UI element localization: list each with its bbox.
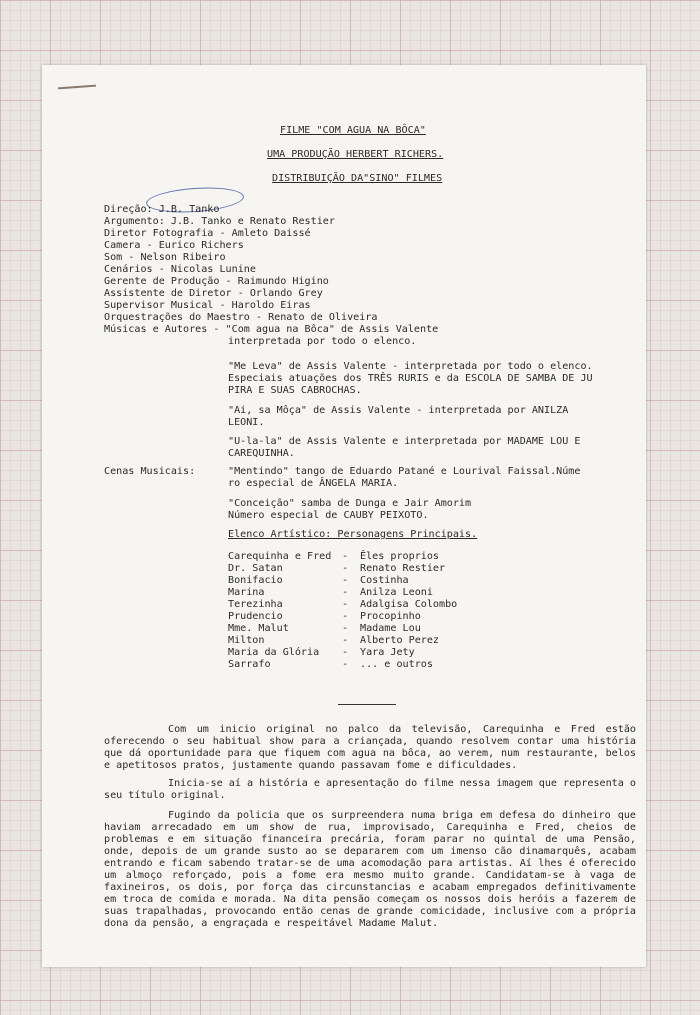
cast-actor: Costinha xyxy=(360,575,409,586)
cast-character: Sarrafo xyxy=(228,659,271,670)
cast-actor: Êles proprios xyxy=(360,551,440,562)
document-page xyxy=(42,65,646,967)
cast-heading: Elenco Artístico: Personagens Principais. xyxy=(228,529,478,540)
cast-dash: - xyxy=(342,659,349,670)
cast-actor: Yara Jety xyxy=(360,647,415,658)
synopsis-paragraph: Com um inicio original no palco da televisão, Carequinha e Fred estão oferecendo o seu habitual show para a criançada, quando resolvem contar uma história que dá oportunidade para que fiquem com agua na bôca, ao verem, num restaurante, belos e apetitosos pratos, justamente quando passavam fome e dificuldades. xyxy=(104,724,636,771)
title-line-2: UMA PRODUÇÃO HERBERT RICHERS. xyxy=(267,149,444,160)
credit-line: Argumento: J.B. Tanko e Renato Restier xyxy=(104,216,335,227)
cast-character: Dr. Satan xyxy=(228,563,283,574)
song-line: CAREQUINHA. xyxy=(228,448,295,459)
cast-character: Bonifacio xyxy=(228,575,283,586)
cast-dash: - xyxy=(342,551,349,562)
credit-line: interpretada por todo o elenco. xyxy=(228,336,417,347)
credit-line: Orquestrações do Maestro - Renato de Oliveira xyxy=(104,312,378,323)
cast-character: Maria da Glória xyxy=(228,647,320,658)
song-line: "U-la-la" de Assis Valente e interpretada por MADAME LOU E xyxy=(228,436,581,447)
cast-dash: - xyxy=(342,635,349,646)
cast-dash: - xyxy=(342,599,349,610)
musical-line: ro especial de ÂNGELA MARIA. xyxy=(228,478,399,489)
credit-line: Supervisor Musical - Haroldo Eiras xyxy=(104,300,311,311)
credit-line: Gerente de Produção - Raimundo Higino xyxy=(104,276,329,287)
credit-line: Camera - Eurico Richers xyxy=(104,240,244,251)
song-line: LEONI. xyxy=(228,417,265,428)
credit-line: Som - Nelson Ribeiro xyxy=(104,252,226,263)
cast-actor: Adalgisa Colombo xyxy=(360,599,458,610)
cast-character: Terezinha xyxy=(228,599,283,610)
title-line-3: DISTRIBUIÇÃO DA"SINO" FILMES xyxy=(272,173,443,184)
cast-dash: - xyxy=(342,623,349,634)
synopsis-paragraph: Fugindo da policia que os surpreendera numa briga em defesa do dinheiro que haviam arrecadado em um show de rua, improvisado, Carequinha e Fred, cheios de problemas e em situação financeira precária, foram parar no quintal de uma Pensão, onde, depois de um grande susto ao se depararem com um imenso cão dinamarquês, acabam entrando e ficam sabendo tratar-se de uma acomodação para artistas. Aí lhes é oferecido um almoço reforçado, pois a fome era mesmo muito grande. Candidatam-se à vaga de faxineiros, os dois, por força das circunstancias e acabam empregados definitivamente em troca de comida e morada. Na dita pensão começam os nossos dois heróis a fazerem de suas trapalhadas, provocando então cenas de grande comicidade, inclusive com a própria dona da pensão, a engraçada e respeitável Madame Malut. xyxy=(104,810,636,929)
cast-actor: Renato Restier xyxy=(360,563,446,574)
song-line: PIRA E SUAS CABROCHAS. xyxy=(228,385,362,396)
cast-character: Milton xyxy=(228,635,265,646)
cast-actor: ... e outros xyxy=(360,659,433,670)
credit-line: Assistente de Diretor - Orlando Grey xyxy=(104,288,323,299)
cast-actor: Alberto Perez xyxy=(360,635,440,646)
pencil-mark xyxy=(58,85,96,90)
synopsis-paragraph: Inicia-se aí a história e apresentação do filme nessa imagem que representa o seu título original. xyxy=(104,778,636,801)
musical-line: Número especial de CAUBY PEIXOTO. xyxy=(228,510,429,521)
song-line: "Ai, sa Môça" de Assis Valente - interpretada por ANILZA xyxy=(228,405,569,416)
credit-line: Diretor Fotografia - Amleto Daissé xyxy=(104,228,311,239)
musical-line: "Mentindo" tango de Eduardo Patané e Lourival Faissal.Núme xyxy=(228,466,581,477)
song-line: "Me Leva" de Assis Valente - interpretada por todo o elenco. xyxy=(228,361,593,372)
cast-character: Marina xyxy=(228,587,265,598)
cast-character: Carequinha e Fred xyxy=(228,551,332,562)
section-divider xyxy=(338,704,396,705)
cast-dash: - xyxy=(342,611,349,622)
cast-actor: Anilza Leoni xyxy=(360,587,433,598)
credit-line: Músicas e Autores - "Com agua na Bôca" de Assis Valente xyxy=(104,324,439,335)
title-line-1: FILME "COM AGUA NA BÔCA" xyxy=(280,125,426,136)
song-line: Especiais atuações dos TRÊS RURIS e da ESCOLA DE SAMBA DE JU xyxy=(228,373,593,384)
musical-label: Cenas Musicais: xyxy=(104,466,196,477)
cast-actor: Procopinho xyxy=(360,611,421,622)
credit-line: Cenários - Nicolas Lunine xyxy=(104,264,256,275)
musical-line: "Conceição" samba de Dunga e Jair Amorim xyxy=(228,498,472,509)
cast-character: Mme. Malut xyxy=(228,623,289,634)
credit-line: Direção: J.B. Tanko xyxy=(104,204,220,215)
cast-dash: - xyxy=(342,647,349,658)
cast-actor: Madame Lou xyxy=(360,623,421,634)
cast-character: Prudencio xyxy=(228,611,283,622)
cast-dash: - xyxy=(342,575,349,586)
cast-dash: - xyxy=(342,563,349,574)
cast-dash: - xyxy=(342,587,349,598)
